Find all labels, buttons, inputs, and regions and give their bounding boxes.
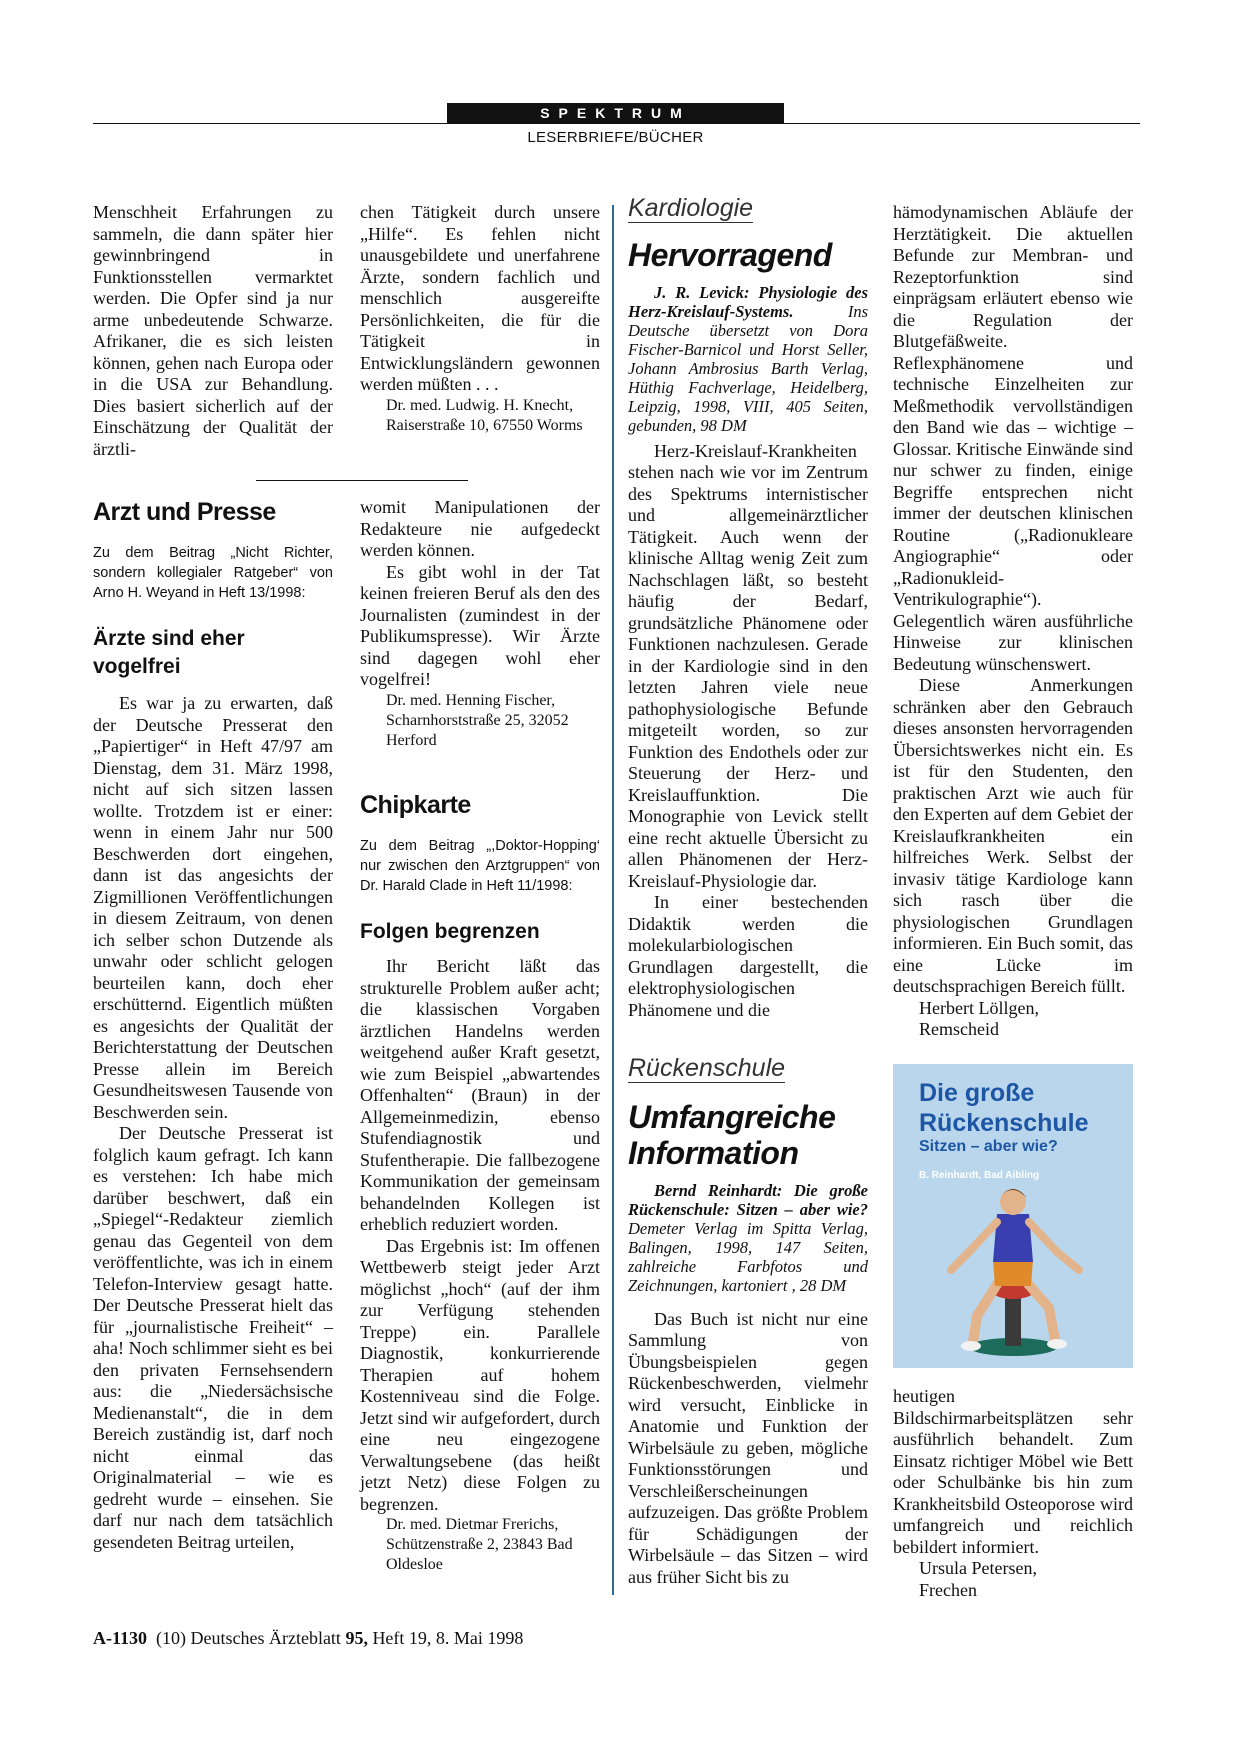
- letter-paragraph: Das Ergebnis ist: Im offenen Wettbewerb steigt jeder Arzt möglichst „hoch“ (auf der ihm zur Verfügung stehenden Treppe) ein. Parallele Diagnostik, konkurrierende Therapien auf hohem Kostenniveau sind die Folge. Jetzt sind wir aufgefordert, durch eine neu eingezogene Verwaltungsebene (das heißt jetzt Netz) diese Folgen zu begrenzen.: [360, 1235, 600, 1514]
- letter-paragraph: Ihr Bericht läßt das strukturelle Problem außer acht; die klassischen Vorgaben ärztlichen Handelns werden weitgehend außer Kraft gesetzt, wie zum Beispiel „abwartendes Offenhalten“ (Braun) in der Allgemeinmedizin, ebenso Stufendiagnostik und Stufentherapie. Die fallbezogene Kommunikation der gemeinsam behandelnden Kollegen ist erheblich reduziert worden.: [360, 956, 600, 1234]
- column-2-top: [360, 202, 600, 436]
- review-signature-city: Remscheid: [919, 1019, 999, 1039]
- letter-paragraph: womit Manipulationen der Redakteure nie aufgedeckt werden können.: [360, 497, 600, 560]
- letter-heading: Arzt und Presse: [93, 498, 276, 526]
- book-reference: [628, 283, 868, 435]
- column-rule: [612, 205, 614, 1595]
- letter-signature: Dr. med. Dietmar Frerichs, Schützenstraße 2, 23843 Bad Oldesloe: [386, 1516, 573, 1573]
- letter-intro: Zu dem Beitrag „,Doktor-Hopping‘ nur zwischen den Arztgruppen“ von Dr. Harald Clade in Heft 11/1998:: [360, 838, 600, 894]
- review-paragraph: Diese Anmerkungen schränken aber den Gebrauch dieses ansonsten hervorragenden Übersichtswerkes nicht ein. Es ist für den Studenten, den praktischen Arzt wie auch für den Experten auf dem Gebiet der Kreislaufkrankheiten ein hilfreiches Werk. Selbst der invasiv tätige Kardiologe kann sich rasch über die physiologischen Grundlagen informieren. Ein Buch somit, das eine Lücke im deutschsprachigen Bereich füllt.: [893, 675, 1133, 996]
- letter-signature: Dr. med. Ludwig. H. Knecht, Raiserstraße 10, 67550 Worms: [386, 396, 583, 434]
- divider-rule: [256, 480, 468, 481]
- book-reference-details: Demeter Verlag im Spitta Verlag, Balingen, 1998, 147 Seiten, zahlreiche Farbfotos und Zeichnungen, kartoniert , 28 DM: [628, 1218, 868, 1295]
- letter-paragraph: Es war ja zu erwarten, daß der Deutsche Presserat den „Papiertiger“ in Heft 47/97 am Dienstag, dem 31. März 1998, nicht auf sich sitzen lassen wollte. Trotzdem ist er einer: wenn in einem Jahr nur 500 Beschwerden dort eingehen, dann ist das angesichts der Zigmillionen Veröffentlichungen in diesem Zeitraum, von denen ich selber schon Dutzende als unwahr oder schlicht gelogen beurteilen kann, doch eher erschütternd. Eigentlich müßten es angesichts der Qualität der Berichterstattung der Deutschen Presse allein im Bereich Gesundheitswesen Tausende von Beschwerden sein.: [93, 693, 333, 1122]
- book-reference-title: J. R. Levick: Physiologie des Herz-Kreislauf-Systems.: [628, 282, 868, 321]
- cover-author: B. Reinhardt, Bad Aibling: [919, 1170, 1040, 1181]
- letter-paragraph: Der Deutsche Presserat ist folglich kaum gefragt. Ich kann es verstehen: Ich habe mich darüber beschwert, daß ein „Spiegel“-Redakteur ziemlich genau das Gegenteil von dem veröffentlichte, was ich in einem Telefon-Interview gesagt hatte. Der Deutsche Presserat hielt das für „journalistische Freiheit“ – aha! Noch schlimmer sieht es bei den privaten Fernsehsendern aus: die „Niedersächsische Medienanstalt“, die in dem Bereich zuständig ist, darf noch nicht einmal das Originalmaterial – wie es gedreht wurde – einsehen. Sie darf nur nach dem tatsächlich gesendeten Beitrag urteilen,: [93, 1123, 333, 1552]
- review-paragraph: In einer bestechenden Didaktik werden die molekularbiologischen Grundlagen dargestellt, die elektrophysiologischen Phänomene und die: [628, 892, 868, 1020]
- book-reference-details: Ins Deutsche übersetzt von Dora Fischer-Barnicol und Horst Seller, Johann Ambrosius Barth Verlag, Hüthig Fachverlage, Heidelberg, Leipzig, 1998, VIII, 405 Seiten, gebunden, 98 DM: [628, 301, 868, 435]
- footer-volume: 95,: [345, 1628, 368, 1648]
- review-signature-city: Frechen: [919, 1579, 977, 1600]
- section-subheader: LESERBRIEFE/BÜCHER: [527, 129, 704, 146]
- letter-paragraph: Es gibt wohl in der Tat keinen freieren Beruf als den des Journalisten (zumindest in der Publikumspresse). Wir Ärzte sind dagegen wohl eher vogelfrei!: [360, 561, 600, 689]
- letter-subheading: Folgen begrenzen: [360, 920, 540, 943]
- review-title-line-1: Umfangreiche: [628, 1098, 836, 1135]
- review-paragraph: Das Buch ist nicht nur eine Sammlung von Übungsbeispielen gegen Rückenbeschwerden, vielmehr wird versucht, Einblicke in Anatomie und Funktion der Wirbelsäule zu geben, mögliche Funktionsstörungen und Verschleißerscheinungen aufzuzeigen. Das größte Problem für Schädigungen der Wirbelsäule – das Sitzen – wird aus früher Sicht bis zu: [628, 1308, 868, 1587]
- review-title: Hervorragend: [628, 236, 832, 273]
- cover-photo-figure: [893, 1064, 1133, 1368]
- letter-continuation-text: Menschheit Erfahrungen zu sammeln, die dann später hier gewinnbringend in Funktionsstellen vermarktet werden. Die Opfer sind ja nur arme unbedeutende Schwarze. Afrikaner, die es sich leisten können, gehen nach Europa oder in die USA zur Behandlung. Dies basiert sicherlich auf der Einschätzung der Qualität der ärztli-: [93, 202, 333, 459]
- review-paragraph: hämodynamischen Abläufe der Herztätigkeit. Die aktuellen Befunde zur Membran- und Rezeptorfunktion sind einprägsam erläutert ebenso wie die Regulation der Blutgefäßweite. Reflexphänomene und technische Einzelheiten zur Meßmethodik vervollständigen den Band wie das – wichtige – Glossar. Kritische Einwände sind nur schwer zu finden, einige Begriffe entsprechen nicht immer der deutschen klinischen Routine („Radionukleare Angiographie“ oder „Radionukleid-Ventrikulographie“). Gelegentlich wären ausführliche Hinweise zur klinischen Bedeutung wünschenswert.: [893, 202, 1133, 674]
- review-signature-name: Herbert Löllgen,: [919, 997, 1039, 1018]
- page-code: A-1130: [93, 1628, 147, 1648]
- cover-title-line-2: Rückenschule: [919, 1109, 1089, 1137]
- review-category: Rückenschule: [628, 1054, 786, 1082]
- header-rule: [93, 123, 1140, 124]
- review-rueckenschule: [628, 1054, 868, 1588]
- review-title-line-2: Information: [628, 1134, 799, 1171]
- letter-continuation-text-2: chen Tätigkeit durch unsere „Hilfe“. Es fehlen nicht unausgebildete und unerfahrene Ärzte, sondern fachlich und menschlich ausgereifte Persönlichkeiten, die für die Tätigkeit in Entwicklungsländern gewonnen werden müßten . . .: [360, 202, 600, 394]
- letter-arzt-und-presse: [93, 497, 333, 1553]
- review-category: Kardiologie: [628, 194, 754, 222]
- footer-issue: Heft 19, 8. Mai 1998: [367, 1628, 524, 1648]
- cover-subtitle: Sitzen – aber wie?: [919, 1138, 1058, 1155]
- review-paragraph: heutigen Bildschirmarbeitsplätzen sehr ausführlich behandelt. Zum Einsatz richtiger Möbel wie Bett oder Schulbänke bis hin zum Krankheitsbild Osteoporose wird umfangreich und reichlich bebildert informiert.: [893, 1386, 1133, 1557]
- letter-subheading: Ärzte sind eher vogelfrei: [93, 627, 245, 678]
- column-1-top: [93, 202, 333, 460]
- book-cover-image: [893, 1064, 1133, 1368]
- cover-title-line-1: Die große: [919, 1079, 1035, 1107]
- review-signature-name: Ursula Petersen,: [919, 1558, 1037, 1578]
- review-paragraph: Herz-Kreislauf-Krankheiten stehen nach wie vor im Zentrum des Spektrums internistischer und allgemeinärztlicher Tätigkeit. Auch wenn der klinische Alltag wenig Zeit zum Nachschlagen läßt, so besteht häufig der Bedarf, grundsätzliche Phänomene oder Funktionen nachzulesen. Gerade in der Kardiologie sind in den letzten Jahren viele neue pathophysiologische Befunde mitgeteilt worden, so zur Funktion des Endothels oder zur Steuerung der Herz- und Kreislauffunktion. Die Monographie von Levick stellt eine recht aktuelle Übersicht zu allen Phänomenen der Herz-Kreislauf-Physiologie dar.: [628, 440, 868, 891]
- review-kardiologie-cont: [893, 202, 1133, 1041]
- review-rueckenschule-cont: [893, 1386, 1133, 1601]
- letter-heading: Chipkarte: [360, 791, 471, 819]
- book-reference-title: Bernd Reinhardt: Die große Rückenschule: Sitzen – aber wie?: [628, 1180, 868, 1219]
- letter-signature: Dr. med. Henning Fischer, Scharnhorststraße 25, 32052 Herford: [386, 691, 569, 749]
- review-title: [628, 1099, 868, 1171]
- footer-journal: (10) Deutsches Ärzteblatt: [147, 1628, 346, 1648]
- review-kardiologie: [628, 194, 868, 1021]
- letter-chipkarte: [360, 790, 600, 1575]
- book-reference: [628, 1181, 868, 1295]
- letter-intro: Zu dem Beitrag „Nicht Richter, sondern kollegialer Ratgeber“ von Arno H. Weyand in Heft 13/1998:: [93, 545, 333, 601]
- section-header-bar: SPEKTRUM: [447, 103, 784, 123]
- letter-arzt-und-presse-cont: [360, 497, 600, 751]
- page-footer: [93, 1628, 523, 1649]
